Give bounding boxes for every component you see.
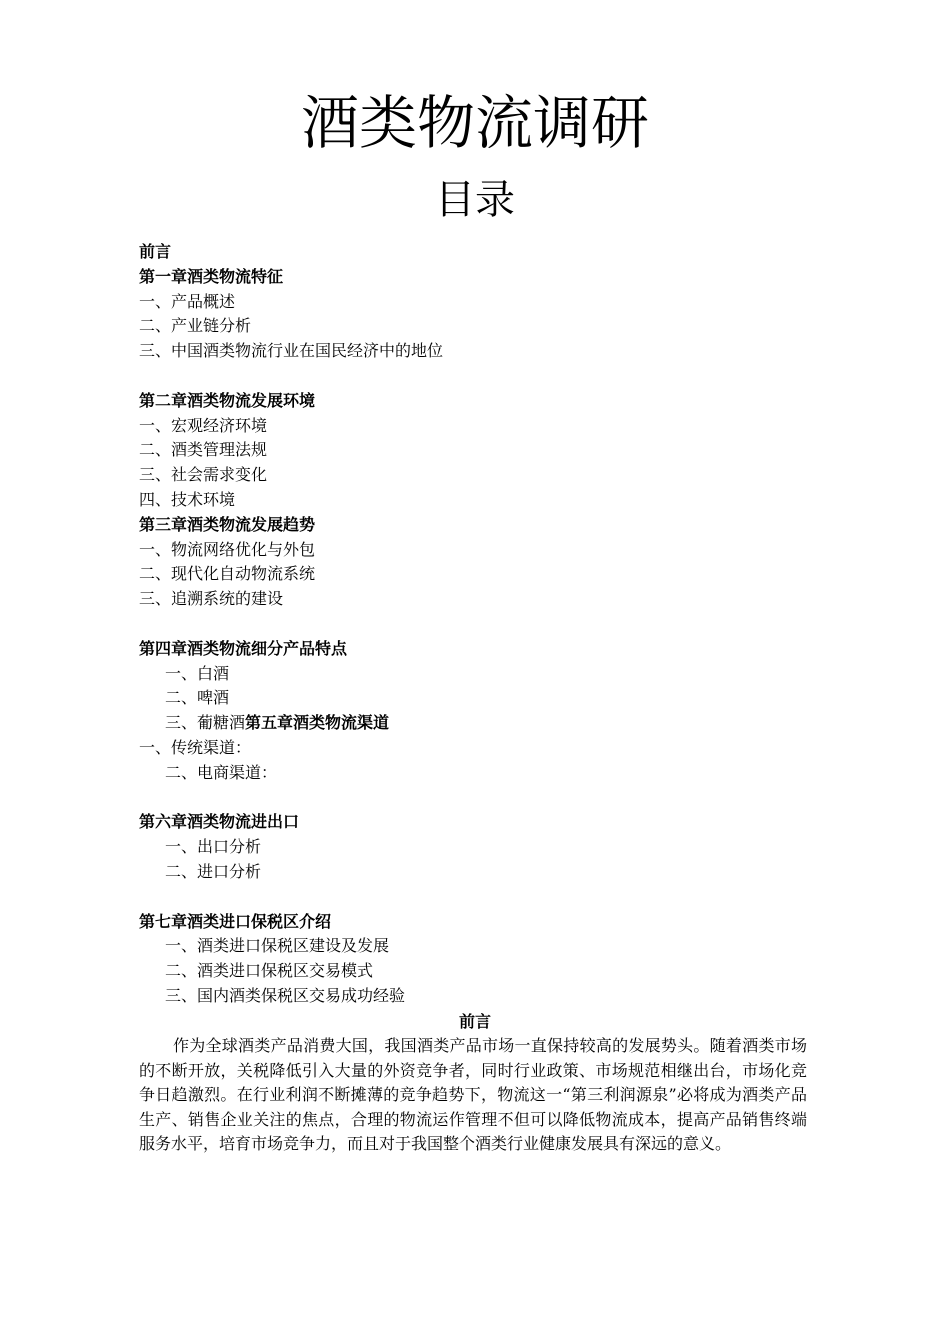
- spacer: [139, 885, 819, 910]
- toc-chapter-5: 第五章酒类物流渠道: [245, 713, 390, 733]
- toc-item: 一、白酒: [165, 663, 230, 683]
- toc-item: 一、物流网络优化与外包: [139, 539, 316, 559]
- toc-item: 二、现代化自动物流系统: [139, 564, 316, 584]
- toc-item: 二、电商渠道：: [165, 762, 278, 782]
- toc-chapter-2: 第二章酒类物流发展环境: [139, 390, 316, 410]
- preface-heading: 前言: [458, 1012, 491, 1031]
- toc-item: 三、中国酒类物流行业在国民经济中的地位: [139, 341, 444, 361]
- preface-paragraph: 作为全球酒类产品消费大国，我国酒类产品市场一直保持较高的发展势头。随着酒类市场的不断开放，关税降低引入大量的外资竞争者，同时行业政策、市场规范相继出台，市场化竞争日趋激烈。在行业利润不断摊薄的竞争趋势下，物流这一“第三利润源泉”必将成为酒类产品生产、销售企业关注的焦点，合理的物流运作管理不但可以降低物流成本，提高产品销售终端服务水平，培育市场竞争力，而且对于我国整个酒类行业健康发展具有深远的意义。: [139, 1036, 807, 1154]
- toc-item: 三、国内酒类保税区交易成功经验: [165, 985, 406, 1005]
- spacer: [139, 364, 819, 389]
- toc-item: 一、酒类进口保税区建设及发展: [165, 936, 390, 956]
- document-title: 酒类物流调研: [300, 89, 649, 157]
- toc-item-combined: [139, 711, 819, 736]
- toc-item: 一、产品概述: [139, 291, 236, 311]
- toc-item: 一、宏观经济环境: [139, 415, 268, 435]
- toc-item: 一、出口分析: [165, 837, 262, 857]
- toc-item: 三、追溯系统的建设: [139, 589, 284, 609]
- toc-item: 二、进口分析: [165, 861, 262, 881]
- toc-heading: 目录: [435, 177, 515, 223]
- toc-item: 三、葡糖酒: [165, 713, 246, 733]
- toc-preface: 前言: [139, 242, 172, 261]
- spacer: [139, 612, 819, 637]
- toc-chapter-6: 第六章酒类物流进出口: [139, 812, 300, 832]
- toc-item: 二、酒类管理法规: [139, 440, 268, 460]
- toc-item: 二、啤酒: [165, 688, 230, 708]
- toc-item: 四、技术环境: [139, 489, 236, 509]
- toc-chapter-7: 第七章酒类进口保税区介绍: [139, 911, 332, 931]
- toc-chapter-1: 第一章酒类物流特征: [139, 266, 284, 286]
- toc-item: 三、社会需求变化: [139, 465, 268, 485]
- toc-item: 二、产业链分析: [139, 316, 252, 336]
- toc-chapter-3: 第三章酒类物流发展趋势: [139, 514, 316, 534]
- table-of-contents: [139, 240, 819, 1009]
- toc-item: 一、传统渠道：: [139, 737, 252, 757]
- toc-chapter-4: 第四章酒类物流细分产品特点: [139, 638, 348, 658]
- spacer: [139, 786, 819, 811]
- toc-item: 二、酒类进口保税区交易模式: [165, 961, 374, 981]
